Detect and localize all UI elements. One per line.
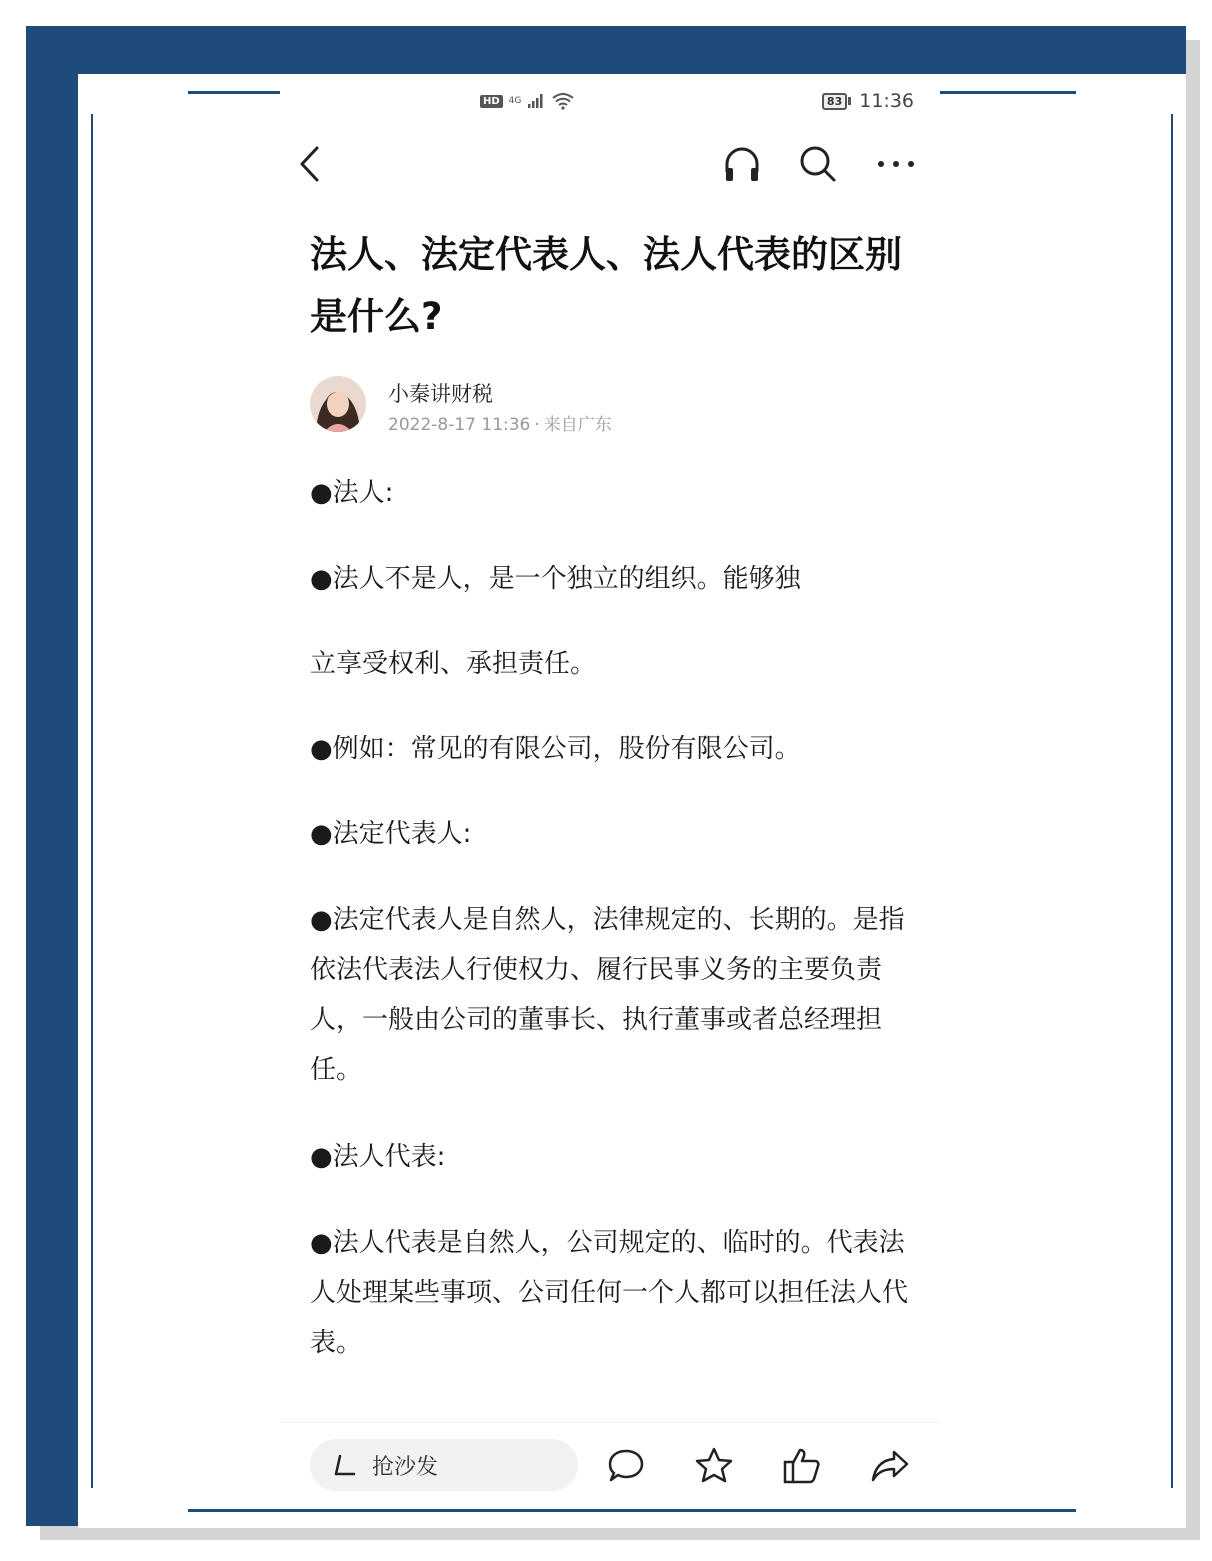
battery-indicator xyxy=(822,93,851,110)
status-right-group xyxy=(822,90,914,112)
status-bar xyxy=(280,90,940,118)
paragraph: ●法人: xyxy=(310,478,394,508)
post-date: 2022-8-17 11:36 xyxy=(388,415,531,435)
hd-badge: HD xyxy=(480,95,503,108)
wifi-icon xyxy=(551,92,575,110)
author-name[interactable]: 小秦讲财税 xyxy=(388,382,493,406)
comment-button[interactable] xyxy=(605,1445,647,1487)
battery-nub xyxy=(848,97,851,105)
paragraph: ●法定代表人是自然人，法律规定的、长期的。是指依法代表法人行使权力、履行民事义务的主要负责人，一般由公司的董事长、执行董事或者总经理担任。 xyxy=(310,905,905,1085)
comment-input[interactable] xyxy=(310,1439,578,1491)
paragraph: ●法定代表人: xyxy=(310,819,472,849)
post-location: 来自广东 xyxy=(543,415,612,435)
frame-line-right xyxy=(1171,114,1173,1488)
frame-line-left xyxy=(91,114,93,1488)
share-button[interactable] xyxy=(869,1445,911,1487)
like-icon xyxy=(782,1446,822,1486)
star-icon xyxy=(694,1446,734,1486)
battery-level: 83 xyxy=(822,93,847,110)
status-signal-group xyxy=(480,92,575,110)
avatar[interactable] xyxy=(310,376,366,432)
avatar-image xyxy=(310,376,366,432)
frame-line-bottom xyxy=(188,1509,1076,1512)
search-icon xyxy=(798,144,838,184)
favorite-button[interactable] xyxy=(693,1445,735,1487)
share-icon xyxy=(870,1446,910,1486)
phone-screen xyxy=(280,82,940,1482)
search-button[interactable] xyxy=(796,142,840,186)
listen-button[interactable] xyxy=(720,142,764,186)
post-meta xyxy=(388,410,612,435)
signal-icon xyxy=(527,93,545,109)
article-title: 法人、法定代表人、法人代表的区别是什么? xyxy=(310,233,902,338)
paragraph: ●例如：常见的有限公司，股份有限公司。 xyxy=(310,734,801,764)
network-type: 4G xyxy=(508,95,522,106)
comment-placeholder: 抢沙发 xyxy=(372,1454,439,1480)
paragraph: ●法人代表: xyxy=(310,1142,446,1172)
paragraph: 立享受权利、承担责任。 xyxy=(310,649,597,679)
bottom-action-bar xyxy=(280,1422,940,1483)
chevron-left-icon xyxy=(297,145,323,183)
author-row[interactable] xyxy=(310,376,910,436)
meta-separator: · xyxy=(534,415,540,435)
paragraph: ●法人代表是自然人，公司规定的、临时的。代表法人处理某些事项、公司任何一个人都可以担任法人代表。 xyxy=(310,1228,909,1358)
more-button[interactable] xyxy=(874,142,918,186)
more-icon xyxy=(876,158,916,170)
back-button[interactable] xyxy=(288,142,332,186)
top-nav-bar xyxy=(280,142,940,192)
status-time: 11:36 xyxy=(859,90,914,112)
headphones-icon xyxy=(722,144,762,184)
like-button[interactable] xyxy=(781,1445,823,1487)
comment-icon xyxy=(606,1446,646,1486)
pen-icon xyxy=(332,1452,358,1478)
paragraph: ●法人不是人，是一个独立的组织。能够独 xyxy=(310,564,801,594)
